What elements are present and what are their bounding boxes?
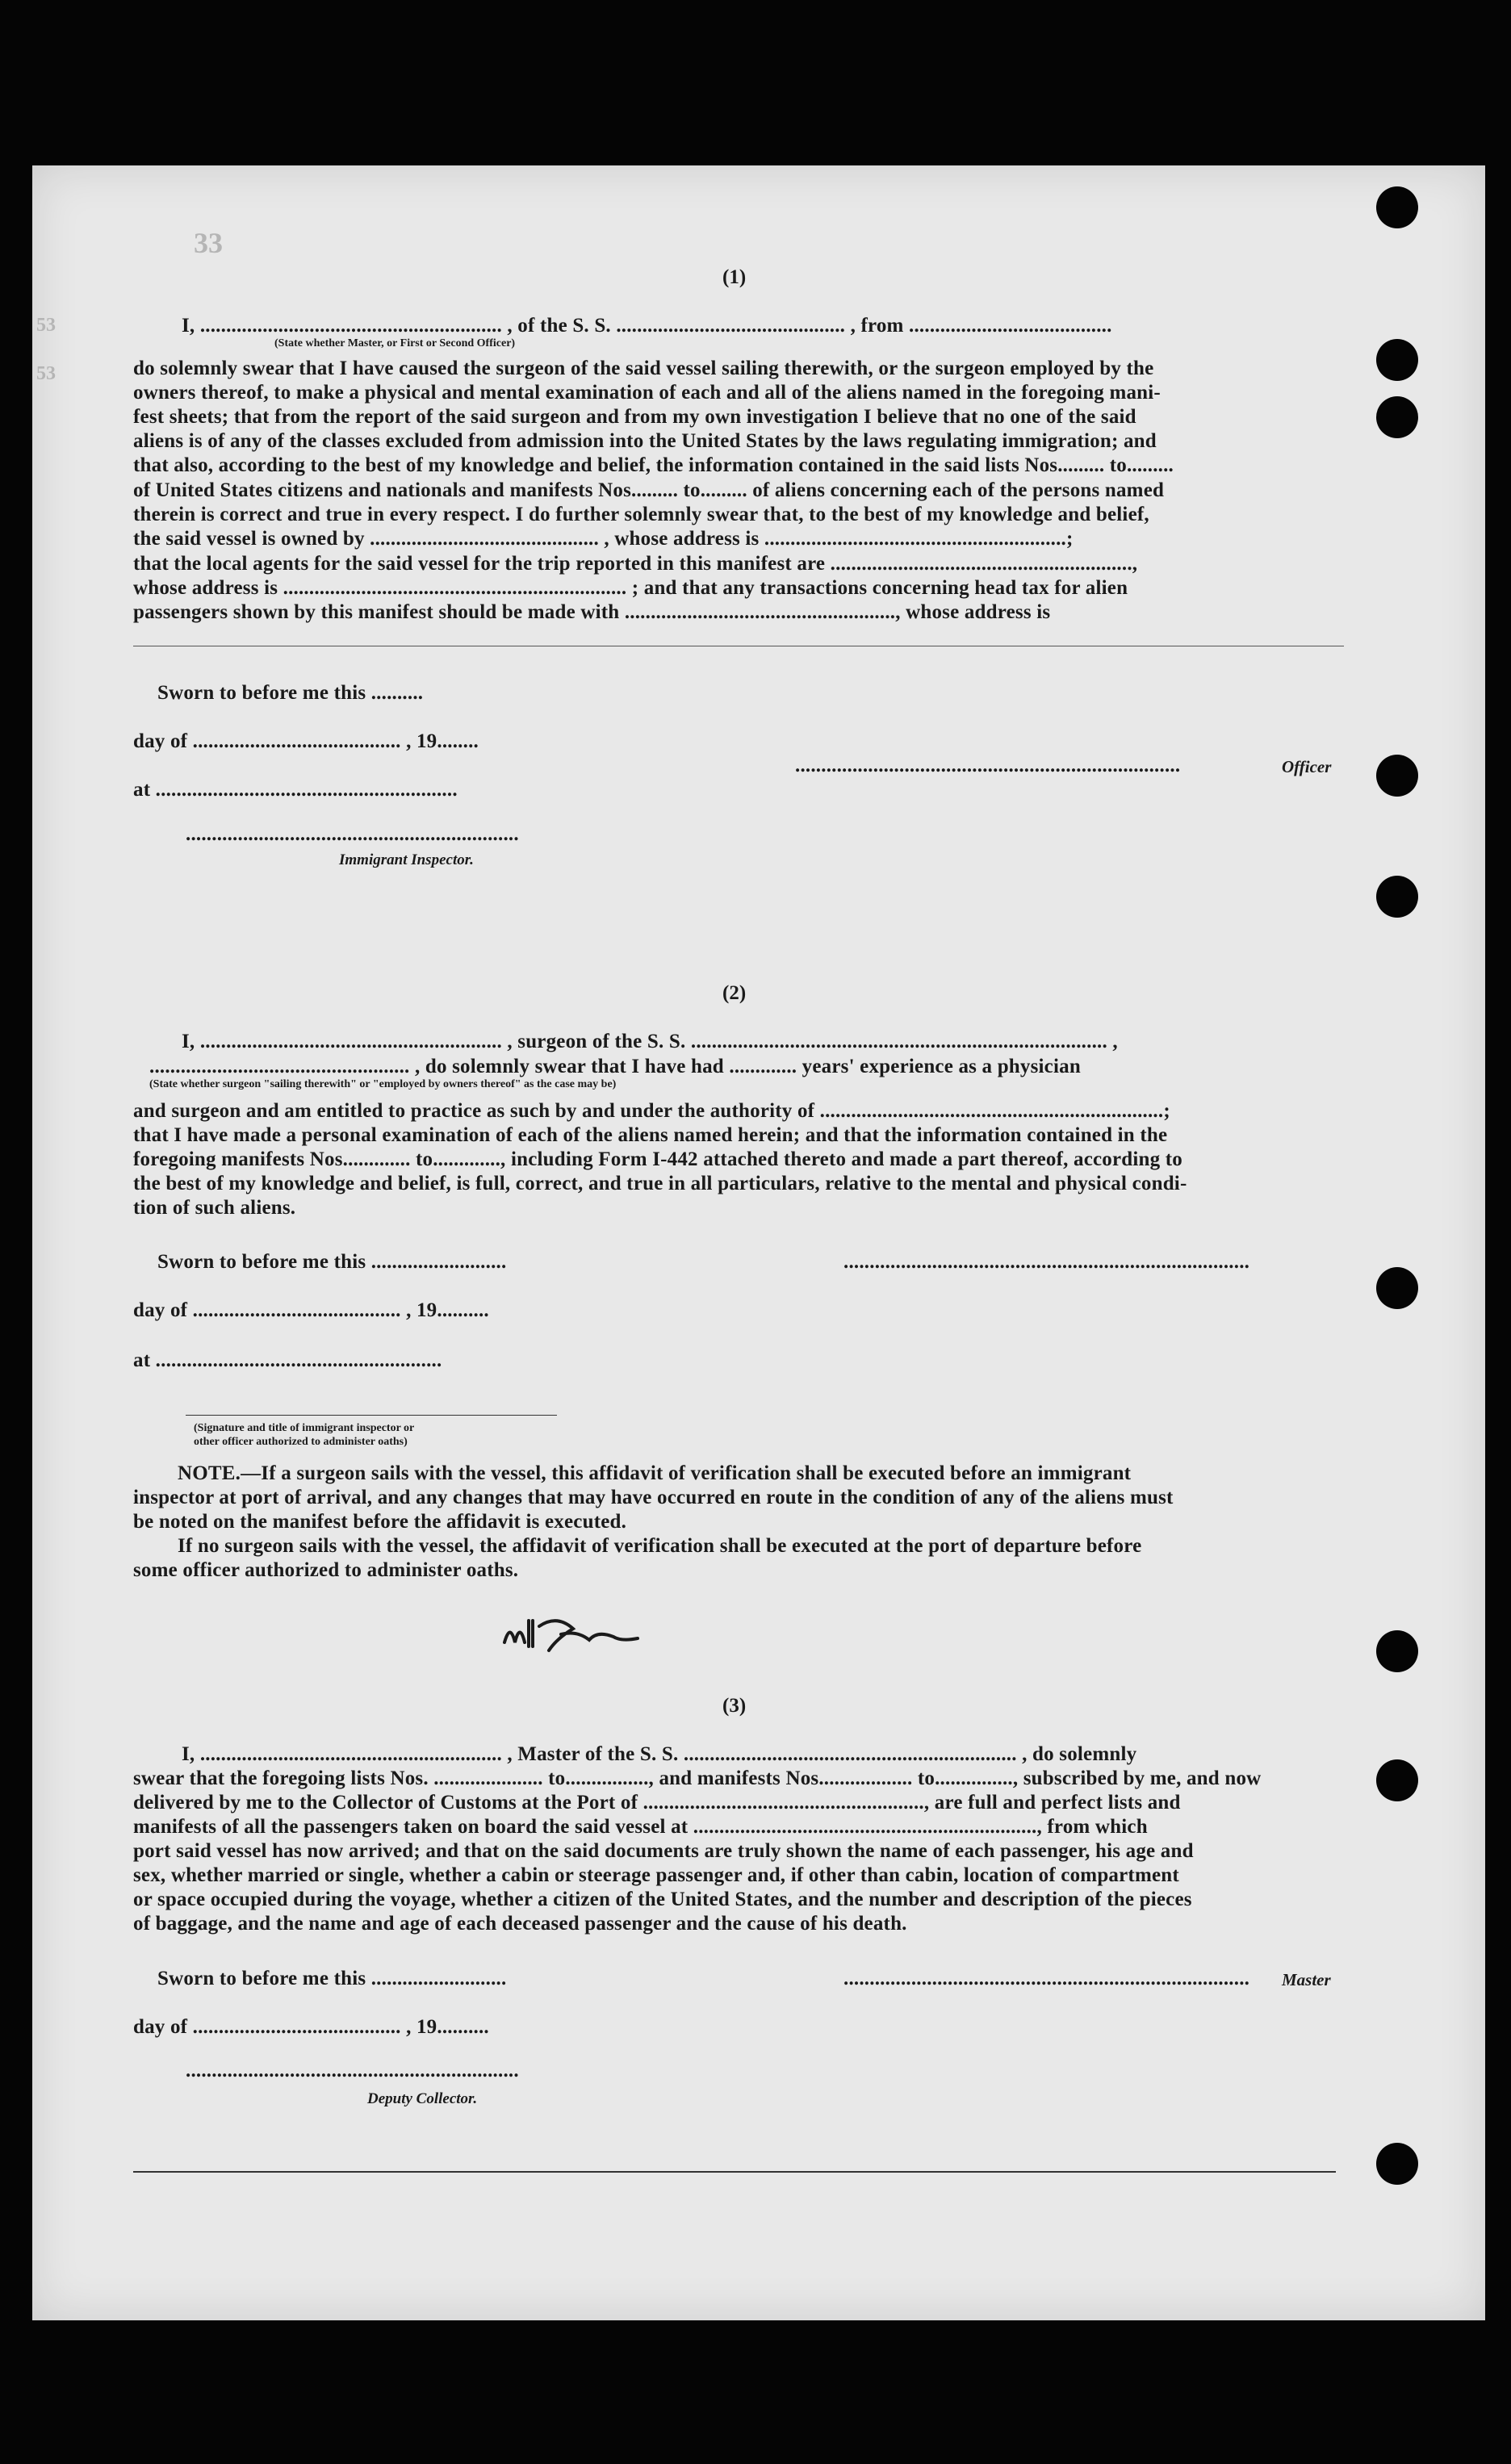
margin-number-top: 33 [194, 227, 223, 259]
signature-note: (Signature and title of immigrant inspector or [194, 1422, 415, 1434]
paragraph-line: aliens is of any of the classes excluded from admission into the United States by the laws regulating immigration; and [133, 430, 1157, 452]
day-of-line: day of ........................................ , 19.......... [133, 2016, 489, 2038]
paragraph-line: passengers shown by this manifest should be made with ...................................................., whose address is [133, 601, 1051, 623]
paragraph-line: the said vessel is owned by ............................................ , whose address is ..........................................................; [133, 528, 1074, 550]
note-line: NOTE.—If a surgeon sails with the vessel, this affidavit of verification shall be executed before an immigrant [178, 1462, 1132, 1484]
signature-rule [186, 1415, 557, 1416]
paragraph-line: sex, whether married or single, whether a cabin or steerage passenger and, if other than cabin, location of compartment [133, 1864, 1179, 1886]
punch-hole [1376, 1630, 1418, 1672]
paragraph-line: I, .......................................................... , Master of the S. S. ................................................................ , do solemnly [182, 1743, 1137, 1765]
paragraph-line: that I have made a personal examination of each of the aliens named herein; and that the information contained in the [133, 1124, 1168, 1146]
paragraph-line: owners thereof, to make a physical and mental examination of each and all of the aliens named in the foregoing mani- [133, 382, 1161, 404]
paragraph-line: that also, according to the best of my knowledge and belief, the information contained in the said lists Nos......... to......... [133, 454, 1174, 476]
manifest-page [32, 165, 1485, 2320]
officer-label: Officer [1282, 757, 1332, 776]
punch-hole [1376, 2143, 1418, 2185]
section-3-number: (3) [722, 1695, 747, 1717]
paragraph-line: port said vessel has now arrived; and that on the said documents are truly shown the name of each passenger, his age and [133, 1840, 1194, 1862]
punch-hole [1376, 876, 1418, 918]
paragraph-line: therein is correct and true in every respect. I do further solemnly swear that, to the best of my knowledge and belief, [133, 504, 1149, 525]
punch-hole [1376, 1759, 1418, 1801]
paragraph-line: fest sheets; that from the report of the said surgeon and from my own investigation I believe that no one of the said [133, 406, 1136, 428]
handwritten-signature [500, 1606, 646, 1663]
officer-note: (State whether Master, or First or Second Officer) [274, 337, 516, 349]
section-2-number: (2) [722, 982, 747, 1004]
at-line: at .......................................................... [133, 779, 458, 801]
punch-hole [1376, 1267, 1418, 1309]
at-line: at ....................................................... [133, 1349, 442, 1371]
sworn-line: Sworn to before me this .......... [157, 682, 424, 704]
signature-note: other officer authorized to administer oaths) [194, 1436, 408, 1448]
collector-signature-line: ................................................................ [186, 2060, 519, 2081]
margin-number-left: 53 [36, 363, 56, 384]
punch-hole [1376, 755, 1418, 797]
paragraph-line: the best of my knowledge and belief, is full, correct, and true in all particulars, relative to the mental and physical condi- [133, 1173, 1187, 1194]
punch-hole [1376, 396, 1418, 438]
paragraph-line: manifests of all the passengers taken on board the said vessel at .................................................................., from which [133, 1816, 1148, 1838]
day-of-line: day of ........................................ , 19........ [133, 730, 479, 752]
paragraph-line: foregoing manifests Nos............. to............., including Form I-442 attached thereto and made a part thereof, according to [133, 1148, 1183, 1170]
paragraph-line: delivered by me to the Collector of Customs at the Port of ......................................................, are full and perfect lists and [133, 1792, 1181, 1813]
officer-signature-line: .......................................................................... [795, 755, 1181, 776]
punch-hole [1376, 186, 1418, 228]
master-signature-line: .............................................................................. [843, 1968, 1250, 1989]
paragraph-line: of baggage, and the name and age of each deceased passenger and the cause of his death. [133, 1913, 907, 1935]
surgeon-signature-line: .............................................................................. [843, 1251, 1250, 1273]
paragraph-line: tion of such aliens. [133, 1197, 296, 1219]
collector-label: Deputy Collector. [367, 2090, 478, 2107]
section-2-swear: .................................................. , do solemnly swear that I have had ............. years' experience as a physician [149, 1056, 1081, 1077]
inspector-label: Immigrant Inspector. [339, 851, 474, 868]
master-label: Master [1282, 1970, 1331, 1989]
paragraph-line: that the local agents for the said vessel for the trip reported in this manifest are .........................................................., [133, 553, 1138, 575]
section-1-number: (1) [722, 266, 747, 288]
punch-hole [1376, 339, 1418, 381]
sworn-line: Sworn to before me this .......................... [157, 1251, 507, 1273]
section-2-intro: I, .......................................................... , surgeon of the S. S. ................................................................................ , [182, 1031, 1118, 1052]
margin-number-left: 53 [36, 315, 56, 336]
paragraph-line: do solemnly swear that I have caused the surgeon of the said vessel sailing therewith, or the surgeon employed by the [133, 358, 1154, 379]
note-line: some officer authorized to administer oaths. [133, 1559, 519, 1581]
note-line: inspector at port of arrival, and any changes that may have occurred en route in the condition of any of the aliens must [133, 1487, 1174, 1508]
note-line: If no surgeon sails with the vessel, the affidavit of verification shall be executed at the port of departure before [178, 1535, 1142, 1557]
section-1-intro: I, .......................................................... , of the S. S. ............................................ , from ....................................... [182, 315, 1112, 337]
paragraph-line: and surgeon and am entitled to practice as such by and under the authority of ..................................................................; [133, 1100, 1170, 1122]
bottom-rule [133, 2171, 1336, 2173]
paragraph-line: or space occupied during the voyage, whether a citizen of the United States, and the number and description of the pieces [133, 1889, 1192, 1910]
paragraph-line: of United States citizens and nationals and manifests Nos......... to......... of aliens concerning each of the persons named [133, 479, 1165, 501]
note-line: be noted on the manifest before the affidavit is executed. [133, 1511, 627, 1533]
paragraph-line: whose address is .................................................................. ; and that any transactions concerning head tax for alien [133, 577, 1128, 599]
sworn-line: Sworn to before me this .......................... [157, 1968, 507, 1989]
inspector-signature-line: ................................................................ [186, 823, 519, 845]
surgeon-note: (State whether surgeon "sailing therewith" or "employed by owners thereof" as the case may be) [149, 1078, 617, 1090]
paragraph-line: swear that the foregoing lists Nos. ..................... to................, and manifests Nos.................. to..............., subscribed by me, and now [133, 1767, 1262, 1789]
day-of-line: day of ........................................ , 19.......... [133, 1299, 489, 1321]
